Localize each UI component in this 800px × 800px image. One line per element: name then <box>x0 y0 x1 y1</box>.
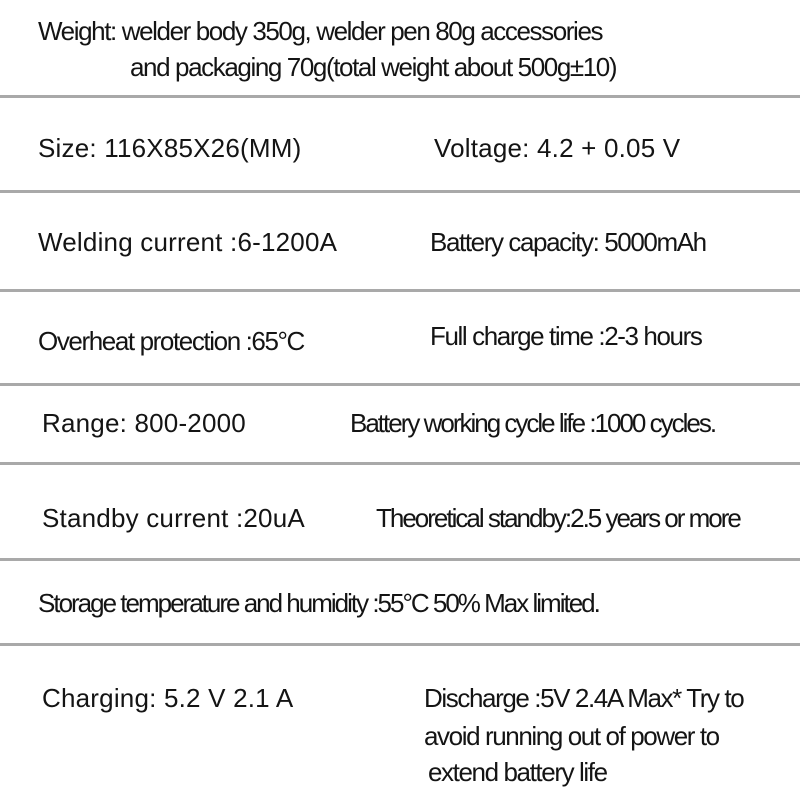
standby-current-spec: Standby current :20uA <box>42 503 305 533</box>
divider <box>0 462 800 465</box>
weight-line-1: Weight: welder body 350g, welder pen 80g accessories <box>38 16 603 46</box>
divider <box>0 190 800 193</box>
discharge-line-2: avoid running out of power to <box>424 721 719 751</box>
discharge-line-1: Discharge :5V 2.4A Max* Try to <box>424 683 744 713</box>
divider <box>0 383 800 386</box>
weight-line-2: and packaging 70g(total weight about 500g±10) <box>130 52 617 82</box>
divider <box>0 95 800 98</box>
full-charge-time-spec: Full charge time :2-3 hours <box>430 321 702 351</box>
range-spec: Range: 800-2000 <box>42 408 246 438</box>
voltage-spec: Voltage: 4.2 + 0.05 V <box>434 133 681 163</box>
charging-spec: Charging: 5.2 V 2.1 A <box>42 683 294 713</box>
storage-spec: Storage temperature and humidity :55°C 50% Max limited. <box>38 588 599 618</box>
theoretical-standby-spec: Theoretical standby:2.5 years or more <box>376 503 740 533</box>
welding-current-spec: Welding current :6-1200A <box>38 227 338 257</box>
battery-cycle-life-spec: Battery working cycle life :1000 cycles. <box>350 408 716 438</box>
size-spec: Size: 116X85X26(MM) <box>38 133 302 163</box>
battery-capacity-spec: Battery capacity: 5000mAh <box>430 227 706 257</box>
discharge-line-3: extend battery life <box>428 757 607 787</box>
divider <box>0 558 800 561</box>
divider <box>0 289 800 292</box>
divider <box>0 643 800 646</box>
overheat-protection-spec: Overheat protection :65°C <box>38 326 304 356</box>
